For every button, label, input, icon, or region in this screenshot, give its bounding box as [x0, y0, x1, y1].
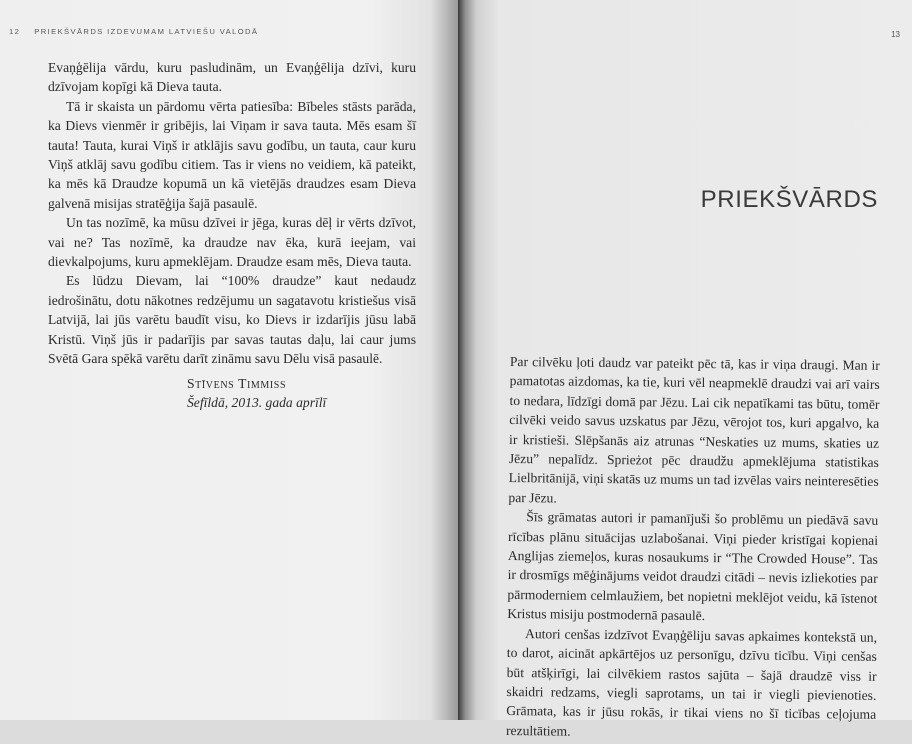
left-page [0, 0, 458, 720]
paragraph: Šīs grāmatas autori ir pamanījuši šo problēmu un piedāvā savu rīcības plānu situācijas uzlabošanai. Viņi pieder kristīgai kopienai Anglijas ziemeļos, kuras nosaukums ir “The Crowded House”. Tas ir drosmīgs mēģinājums veidot draudzi citādi – nevis izliekoties par pārmoderniem celmlaužiem, bet nopietni meklējot veidu, kā īstenot Kristus misiju postmodernā pasaulē. [507, 509, 879, 624]
signature-block [187, 374, 326, 413]
chapter-title: PRIEKŠVĀRDS [700, 186, 878, 213]
paragraph: Evaņģēlija vārdu, kuru pasludinām, un Evaņģēlija dzīvi, kuru dzīvojam kopīgi kā Dieva tauta. [48, 60, 416, 95]
paragraph: Autori cenšas izdzīvot Evaņģēliju savas apkaimes kontekstā un, to darot, aicināt apkārtējos uz personīgu, dzīvu ticību. Viņi cenšas būt atšķirīgi, lai cilvēkiem rastos sajūta – šajā draudzē viss ir skaidri redzams, viegli saprotams, un tai ir viegli pievienoties. Grāmata, kas ir jūsu rokās, ir tikai viens no šī ticības ceļojuma rezultātiem. [505, 625, 878, 739]
signature-name: Stīvens Timmiss [187, 376, 287, 391]
paragraph: Un tas nozīmē, ka mūsu dzīvei ir jēga, kuras dēļ ir vērts dzīvot, vai ne? Tas nozīmē, ka draudze nav ēka, kurā ieejam, vai dievkalpojums, kuru apmeklējam. Draudze esam mēs, Dieva tauta. [48, 215, 416, 270]
paragraph: Tā ir skaista un pārdomu vērta patiesība: Bībeles stāsts parāda, ka Dievs vienmēr ir gribējis, lai Viņam ir sava tauta. Mēs esam šī tauta! Tauta, kurai Viņš ir atklājis savu godību, un tauta, caur kuru Viņš atklāj savu godību citiem. Tas ir viens no veidiem, kā pateikt, ka mēs kā Draudze kopumā un kā vietējās draudzes esam Dieva galvenā misijas stratēģija šajā pasaulē. [48, 98, 416, 211]
paragraph: Es lūdzu Dievam, lai “100% draudze” kaut nedaudz iedrošinātu, dotu nākotnes redzējumu un sagatavotu kristiešus visā Latvijā, lai jūs varētu baudīt visu, ko Dievs ir izdarījis jūsu labā Kristū. Viņš jūs ir padarījis par savas tautas daļu, lai caur jums Svētā Gara spēkā varētu darīt zināmu savu Dēlu visā pasaulē. [48, 273, 416, 367]
running-head [9, 27, 258, 36]
right-page [458, 0, 912, 739]
right-page-number: 13 [891, 30, 900, 39]
paragraph: Par cilvēku ļoti daudz var pateikt pēc tā, kas ir viņa draugi. Man ir pamatotas aizdomas, ka tie, kuri vēl neapmeklē draudzi vai arī vairs to nedara, līdzīgi domā par Jēzu. Lai cik nepatīkami tas būtu, tomēr cilvēki veido savus uzskatus par Jēzu, vērojot tos, kuri apgalvo, ka ir kristieši. Slēpšanās aiz atrunas “Neskaties uz mums, skaties uz Jēzu” nepalīdz. Sprieżot pēc draudžu apmeklējuma statistikas Lielbritānijā, viņi skatās uz mums un tad izvēlas vairs neinteresēties par Jēzu. [508, 353, 880, 506]
running-head-title: PRIEKŠVĀRDS IZDEVUMAM LATVIEŠU VALODĀ [34, 27, 259, 36]
right-body-text [506, 352, 880, 744]
signature-place-date: Šefīldā, 2013. gada aprīlī [187, 395, 327, 411]
left-page-number: 12 [9, 27, 21, 36]
left-body-text [48, 58, 416, 369]
